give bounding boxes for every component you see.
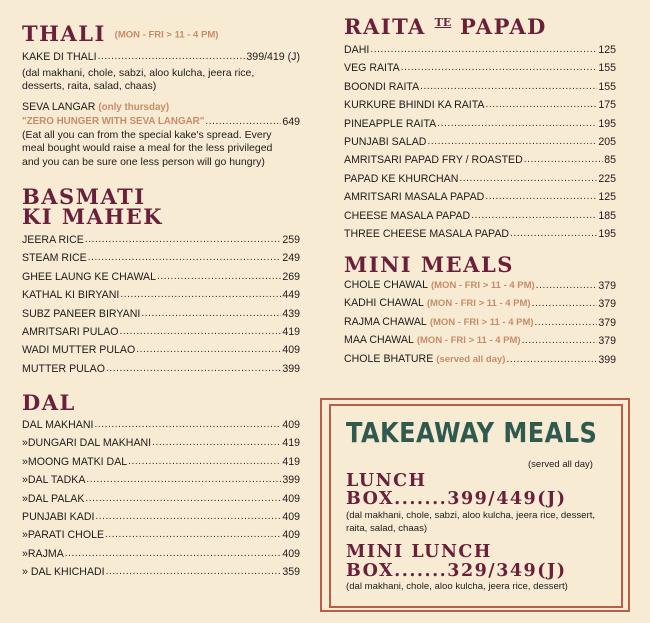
item-price: 379 — [598, 335, 616, 348]
item-name: KAKE DI THALI — [22, 51, 97, 64]
item-name — [22, 453, 127, 471]
raita-heading — [344, 12, 616, 38]
raita-list — [344, 41, 616, 243]
mini-lunch-box-heading-line2: BOX.......329/349(J) — [346, 561, 567, 581]
item-name-text: CHEESE MASALA PAPAD — [344, 209, 471, 222]
menu-item — [344, 151, 616, 169]
seva-note: (only thursday) — [98, 101, 170, 113]
item-name-text: PUNJABI SALAD — [344, 135, 427, 148]
item-name-text: GHEE LAUNG KE CHAWAL — [22, 270, 157, 283]
menu-item — [344, 295, 616, 313]
item-name — [22, 416, 93, 434]
thali-section — [22, 23, 300, 169]
item-price: 125 — [598, 191, 616, 204]
thali-hours-note: (MON - FRI > 11 - 4 PM) — [114, 29, 219, 41]
item-name-text: THREE CHEESE MASALA PAPAD — [344, 227, 510, 240]
menu-item — [22, 545, 300, 563]
leader-dots — [120, 322, 282, 341]
leader-dots — [370, 40, 597, 59]
menu-item — [344, 170, 616, 188]
menu-item — [344, 207, 616, 225]
menu-item — [344, 41, 616, 59]
item-name-text: »DAL TADKA — [22, 474, 86, 487]
item-name — [22, 526, 104, 544]
lunch-box-heading-line2: BOX.......399/449(J) — [346, 489, 567, 509]
item-price: 409 — [282, 344, 300, 357]
item-price: 195 — [598, 227, 616, 240]
item-price: 399 — [282, 362, 300, 375]
item-name-text: »RAJMA — [22, 547, 64, 560]
menu-item — [344, 115, 616, 133]
item-name — [22, 360, 105, 378]
menu-item — [344, 133, 616, 151]
item-name-text: PINEAPPLE RAITA — [344, 117, 437, 130]
item-name — [344, 133, 426, 151]
item-name-text: PAPAD KE KHURCHAN — [344, 172, 459, 185]
menu-item — [22, 508, 300, 526]
dal-heading — [22, 392, 300, 414]
item-name-text: CHOLE BHATURE — [344, 352, 434, 365]
leader-dots — [420, 77, 597, 96]
item-price: 449 — [282, 289, 300, 302]
mini-meals-heading — [344, 254, 616, 276]
item-price: 379 — [598, 316, 616, 329]
leader-dots — [486, 95, 598, 114]
item-name-text: STEAM RICE — [22, 252, 87, 265]
item-name — [344, 115, 436, 133]
item-name — [22, 268, 156, 286]
menu-item — [22, 323, 300, 341]
menu-item — [344, 332, 616, 350]
item-name — [22, 563, 105, 581]
leader-dots — [106, 359, 281, 378]
item-name-text: MAA CHAWAL — [344, 334, 414, 347]
item-name — [344, 276, 535, 295]
menu-item — [22, 471, 300, 489]
item-name-text: » DAL KHICHADI — [22, 566, 105, 579]
item-name-text: SUBZ PANEER BIRYANI — [22, 307, 141, 320]
menu-item — [22, 453, 300, 471]
item-price: 225 — [598, 172, 616, 185]
item-price: 269 — [282, 270, 300, 283]
item-name — [22, 490, 84, 508]
leader-dots — [88, 248, 282, 267]
item-price: 399 — [598, 353, 616, 366]
seva-tagline: "ZERO HUNGER WITH SEVA LANGAR" — [22, 115, 205, 127]
item-note: (MON - FRI > 11 - 4 PM) — [426, 298, 531, 310]
item-price: 175 — [598, 99, 616, 112]
leader-dots — [459, 169, 597, 188]
mini-lunch-box-heading-line1: MINI LUNCH — [346, 542, 492, 562]
leader-dots — [205, 114, 281, 129]
item-name-text: DAL MAKHANI — [22, 418, 94, 431]
leader-dots — [535, 313, 598, 332]
leader-dots — [510, 224, 597, 243]
menu-item — [22, 49, 300, 67]
item-name-text: PUNJABI KADI — [22, 510, 95, 523]
item-description: (dal makhani, chole, sabzi, aloo kulcha, jeera rice, desserts, raita, salad, chaas) — [22, 66, 255, 93]
item-price: 409 — [282, 529, 300, 542]
menu-item — [22, 249, 300, 267]
menu-item — [344, 314, 616, 332]
item-name — [22, 249, 87, 267]
item-price: 185 — [598, 209, 616, 222]
item-name — [22, 341, 135, 359]
leader-dots — [136, 340, 281, 359]
leader-dots — [120, 285, 281, 304]
menu-item — [344, 277, 616, 295]
item-price: 205 — [598, 135, 616, 148]
menu-item — [344, 225, 616, 243]
item-price: 409 — [282, 510, 300, 523]
dal-list — [22, 416, 300, 582]
item-name — [344, 188, 484, 206]
raita-section — [344, 12, 616, 243]
item-name — [22, 508, 94, 526]
item-name — [22, 434, 151, 452]
item-name-text: »PARATI CHOLE — [22, 529, 105, 542]
item-name — [22, 305, 140, 323]
item-price: 409 — [282, 418, 300, 431]
item-price: 379 — [598, 279, 616, 292]
leader-dots — [85, 230, 281, 249]
leader-dots — [524, 150, 603, 169]
item-name — [344, 170, 458, 188]
menu-item — [22, 416, 300, 434]
leader-dots — [427, 132, 597, 151]
item-price: 85 — [604, 154, 616, 167]
seva-langar-name-row — [22, 100, 300, 115]
menu-item — [22, 526, 300, 544]
mini-meals-section — [344, 254, 616, 369]
item-price: 155 — [598, 80, 616, 93]
leader-dots — [98, 47, 246, 66]
menu-item — [344, 96, 616, 114]
basmati-heading — [22, 184, 300, 229]
item-note: (MON - FRI > 11 - 4 PM) — [416, 335, 521, 347]
leader-dots — [485, 187, 597, 206]
basmati-section — [22, 184, 300, 378]
menu-item — [22, 115, 300, 129]
mini-lunch-box-description: (dal makhani, chole, aloo kulcha, jeera rice, dessert) — [346, 581, 568, 592]
raita-title-b: PAPAD — [460, 14, 547, 39]
item-name-text: VEG RAITA — [344, 62, 400, 75]
item-price: 439 — [282, 307, 300, 320]
item-price: 419 — [282, 437, 300, 450]
menu-item — [344, 59, 616, 77]
item-name-text: JEERA RICE — [22, 233, 84, 246]
item-name-text: KURKURE BHINDI KA RAITA — [344, 99, 485, 112]
item-name-text: AMRITSARI PULAO — [22, 325, 119, 338]
leader-dots — [437, 114, 597, 133]
item-name-text: KADHI CHAWAL — [344, 297, 424, 310]
item-name — [344, 151, 523, 169]
item-price: 195 — [598, 117, 616, 130]
item-price: 249 — [282, 252, 300, 265]
takeaway-title: TAKEAWAY MEALS — [346, 416, 598, 449]
item-name-text: AMRITSARI MASALA PAPAD — [344, 191, 485, 204]
leader-dots — [106, 562, 282, 581]
menu-item — [22, 434, 300, 452]
item-name — [22, 323, 119, 341]
basmati-list — [22, 231, 300, 378]
item-note: (MON - FRI > 11 - 4 PM) — [430, 279, 535, 291]
mini-meals-list — [344, 277, 616, 369]
item-name — [344, 41, 369, 59]
leader-dots — [532, 294, 598, 313]
item-price: 409 — [282, 547, 300, 560]
menu-item — [22, 231, 300, 249]
lunch-box-heading-line1: LUNCH — [346, 471, 427, 491]
item-name-text: CHOLE CHAWAL — [344, 278, 428, 291]
dal-title: DAL — [22, 390, 76, 415]
item-note: (served all day) — [436, 353, 506, 365]
leader-dots — [157, 267, 281, 286]
leader-dots — [128, 452, 281, 471]
item-name — [344, 294, 531, 313]
item-name — [344, 59, 400, 77]
leader-dots — [105, 525, 281, 544]
leader-dots — [401, 58, 598, 77]
leader-dots — [141, 304, 281, 323]
item-name — [344, 225, 509, 243]
leader-dots — [471, 206, 597, 225]
item-price: 409 — [282, 492, 300, 505]
lunch-box-description: (dal makhani, chole, sabzi, aloo kulcha, jeera rice, dessert, raita, salad, chaas) — [346, 510, 596, 534]
item-name: SEVA LANGAR — [22, 100, 96, 113]
leader-dots — [536, 276, 598, 295]
basmati-title-line2: KI MAHEK — [22, 204, 164, 229]
dal-section — [22, 392, 300, 582]
menu-item — [344, 78, 616, 96]
item-price: 399 — [282, 474, 300, 487]
thali-title: THALI — [22, 21, 106, 46]
menu-item — [22, 268, 300, 286]
item-name-text: »DUNGARI DAL MAKHANI — [22, 437, 152, 450]
menu-item — [22, 341, 300, 359]
item-name — [22, 231, 84, 249]
item-name-text: BOONDI RAITA — [344, 80, 420, 93]
leader-dots — [65, 544, 282, 563]
item-name-text: »MOONG MATKI DAL — [22, 455, 128, 468]
item-description: (Eat all you can from the special kake's spread. Every meal bought would raise a meal for the less privileged and you can be sure one less person will go hungry) — [22, 128, 273, 168]
item-name — [344, 313, 534, 332]
item-price: 379 — [598, 298, 616, 311]
item-price: 649 — [282, 115, 300, 128]
item-price: 419 — [282, 325, 300, 338]
menu-item — [344, 351, 616, 369]
item-note: (MON - FRI > 11 - 4 PM) — [429, 316, 534, 328]
item-price: 155 — [598, 62, 616, 75]
leader-dots — [506, 350, 597, 369]
item-name-text: WADI MUTTER PULAO — [22, 344, 136, 357]
item-name-text: DAHI — [344, 43, 370, 56]
item-price: 259 — [282, 233, 300, 246]
leader-dots — [86, 470, 281, 489]
thali-heading — [22, 23, 300, 47]
item-name-text: KATHAL KI BIRYANI — [22, 289, 120, 302]
item-name — [344, 350, 505, 369]
item-name — [22, 545, 64, 563]
mini-meals-title: MINI MEALS — [344, 252, 514, 277]
leader-dots — [152, 433, 281, 452]
basmati-title-line1: BASMATI — [22, 184, 146, 209]
menu-item — [22, 490, 300, 508]
menu-item — [22, 305, 300, 323]
item-price: 125 — [598, 43, 616, 56]
leader-dots — [85, 489, 281, 508]
item-name-text: »DAL PALAK — [22, 492, 85, 505]
item-name-text: RAJMA CHAWAL — [344, 315, 427, 328]
item-price: 419 — [282, 455, 300, 468]
item-name — [344, 96, 485, 114]
item-name — [22, 286, 119, 304]
leader-dots — [94, 415, 281, 434]
leader-dots — [95, 507, 281, 526]
item-price: 359 — [282, 566, 300, 579]
raita-title-a: RAITA — [344, 14, 426, 39]
menu-item — [22, 360, 300, 378]
menu-item — [22, 286, 300, 304]
raita-title-te: TE — [434, 16, 452, 29]
menu-item — [344, 188, 616, 206]
menu-item — [22, 563, 300, 581]
item-name-text: MUTTER PULAO — [22, 362, 105, 375]
item-name-text: AMRITSARI PAPAD FRY / ROASTED — [344, 154, 523, 167]
item-price: 399/419 (J) — [246, 51, 300, 64]
leader-dots — [522, 331, 598, 350]
takeaway-subtitle: (served all day) — [528, 459, 593, 470]
item-name — [344, 78, 419, 96]
item-name — [22, 471, 85, 489]
item-name — [344, 331, 521, 350]
item-name — [344, 207, 470, 225]
